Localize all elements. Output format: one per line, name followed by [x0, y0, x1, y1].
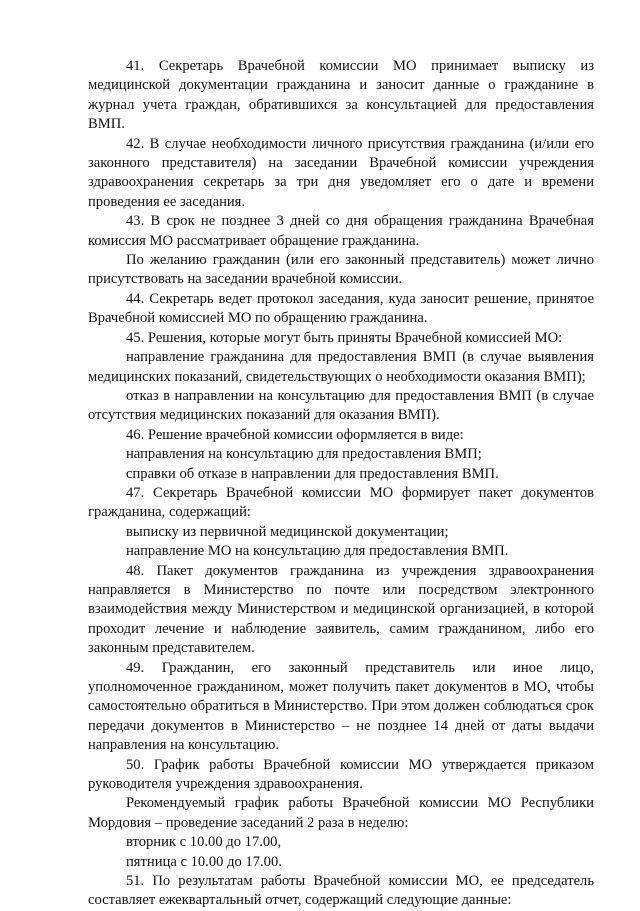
paragraph-47-item-extract: выписку из первичной медицинской документации; [126, 523, 449, 540]
paragraph-45-option-refusal: отказ в направлении на консультацию для предоставления ВМП (в случае отсутствия медицинских показаний для оказания ВМП). [88, 387, 594, 424]
paragraph-50-friday: пятница с 10.00 до 17.00. [126, 853, 282, 870]
paragraph-50-schedule: Рекомендуемый график работы Врачебной комиссии МО Республики Мордовия – проведение заседаний 2 раза в неделю: [88, 795, 594, 831]
paragraph-50-tuesday: вторник с 10.00 до 17.00, [126, 834, 282, 851]
paragraph-51: 51. По результатам работы Врачебной комиссии МО, ее председатель составляет ежеквартальный отчет, содержащий следующие данные: [88, 873, 594, 909]
paragraph-43: 43. В срок не позднее 3 дней со дня обращения гражданина Врачебная комиссия МО рассматривает обращение гражданина. [88, 213, 594, 249]
paragraph-46-form-referral: направления на консультацию для предоставления ВМП; [126, 446, 482, 463]
paragraph-48: 48. Пакет документов гражданина из учреждения здравоохранения направляется в Министерство по почте или посредством электронного взаимодействия между Министерством и медицинской организацией, в которой проходит лечение и наблюдение заявитель, самим гражданином, либо его законным представителем. [88, 562, 594, 657]
paragraph-49: 49. Гражданин, его законный представитель или иное лицо, уполномоченное гражданином, может получить пакет документов в МО, чтобы самостоятельно обратиться в Министерство. При этом должен соблюдаться срок передачи документов в Министерство – не позднее 14 дней от даты выдачи направления на консультацию. [88, 659, 594, 754]
paragraph-45-option-referral: направление гражданина для предоставления ВМП (в случае выявления медицинских показаний, свидетельствующих о необходимости оказания ВМП); [88, 349, 594, 385]
paragraph-45: 45. Решения, которые могут быть приняты Врачебной комиссией МО: [126, 329, 563, 346]
paragraph-41: 41. Секретарь Врачебной комиссии МО принимает выписку из медицинской документации гражданина и заносит данные о гражданине в журнал учета граждан, обратившихся за консультацией для предоставления ВМП. [88, 58, 594, 133]
document-page [88, 57, 594, 911]
paragraph-42: 42. В случае необходимости личного присутствия гражданина (и/или его законного представителя) на заседании Врачебной комиссии учреждения здравоохранения секретарь за три дня уведомляет его о дате и времени проведения ее заседания. [88, 135, 594, 210]
paragraph-47-item-referral: направление МО на консультацию для предоставления ВМП. [126, 543, 509, 560]
paragraph-43-presence: По желанию гражданин (или его законный представитель) может лично присутствовать на заседании врачебной комиссии. [88, 252, 594, 288]
paragraph-47: 47. Секретарь Врачебной комиссии МО формирует пакет документов гражданина, содержащий: [88, 484, 594, 521]
paragraph-46: 46. Решение врачебной комиссии оформляется в виде: [126, 426, 464, 443]
paragraph-46-form-refusal: справки об отказе в направлении для предоставления ВМП. [126, 465, 499, 482]
paragraph-50: 50. График работы Врачебной комиссии МО утверждается приказом руководителя учреждения здравоохранения. [88, 756, 594, 793]
paragraph-44: 44. Секретарь ведет протокол заседания, куда заносит решение, принятое Врачебной комиссией МО по обращению гражданина. [88, 290, 594, 327]
